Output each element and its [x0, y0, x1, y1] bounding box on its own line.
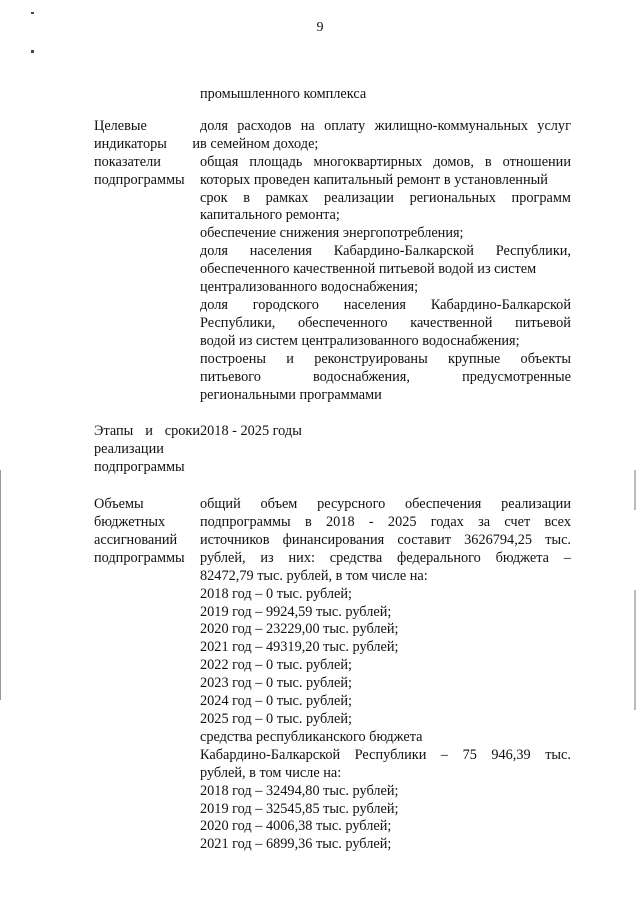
budget-line: 2019 год – 9924,59 тыс. рублей; [200, 603, 392, 620]
indicator-line: водой из систем централизованного водоснабжения; [200, 332, 520, 349]
indicator-line [200, 190, 571, 208]
budget-line: 2021 год – 6899,36 тыс. рублей; [200, 836, 392, 853]
indicator-line: обеспеченного качественной питьевой водой из систем [200, 261, 537, 278]
page-number: 9 [316, 20, 324, 35]
budget-line [200, 747, 571, 765]
word: Республики [354, 746, 427, 763]
word: рублей, [200, 549, 246, 566]
word: 2018 [326, 514, 355, 531]
word: оплату [324, 117, 366, 134]
empty-label-cell [94, 86, 200, 104]
word: программ [511, 189, 571, 206]
budget-label [94, 496, 200, 854]
word: срок [200, 189, 228, 206]
label-line: показатели [94, 153, 161, 170]
budget-value [200, 496, 571, 854]
budget-line: 2018 год – 0 тыс. рублей; [200, 585, 352, 602]
word: бюджета [495, 549, 549, 566]
indicator-line [200, 315, 571, 333]
indicator-line: региональными программами [200, 386, 382, 403]
budget-line: средства республиканского бюджета [200, 728, 423, 745]
word: обеспеченного [298, 314, 388, 331]
label-line: бюджетных [94, 514, 166, 531]
stages-label [94, 423, 200, 477]
word: 2025 [387, 514, 417, 531]
label-line: подпрограммы [94, 459, 185, 476]
budget-line [200, 550, 571, 568]
indicator-line [200, 154, 571, 172]
word: обеспечения [405, 496, 482, 513]
word: ресурсного [317, 496, 386, 513]
budget-line: 2020 год – 4006,38 тыс. рублей; [200, 818, 392, 835]
indicator-line: капитального ремонта; [200, 207, 340, 224]
word: населения [249, 243, 312, 260]
budget-line: 2019 год – 32545,85 тыс. рублей; [200, 800, 399, 817]
word: в [484, 153, 492, 170]
word: доля [200, 296, 228, 313]
indicator-line: обеспечение снижения энергопотребления; [200, 225, 464, 242]
word: реализации [324, 189, 394, 206]
row-gap [94, 104, 574, 118]
word: – [440, 746, 449, 763]
word: доля [200, 117, 228, 134]
word: 946,39 [491, 746, 531, 763]
word: тыс. [545, 746, 571, 763]
scan-right-edge [634, 470, 636, 510]
word: подпрограммы [200, 514, 291, 531]
word: региональных [409, 189, 496, 206]
stages-value-cell [200, 423, 571, 477]
indicators-label [94, 118, 200, 405]
row-gap [94, 404, 574, 423]
word: площадь [249, 153, 303, 170]
word: всех [544, 514, 571, 531]
budget-line: 2022 год – 0 тыс. рублей; [200, 657, 352, 674]
budget-line: 2021 год – 49319,20 тыс. рублей; [200, 639, 399, 656]
stages-value: 2018 - 2025 годы [200, 423, 302, 440]
budget-line: 2023 год – 0 тыс. рублей; [200, 675, 352, 692]
stages-row [94, 423, 574, 477]
word: Республики, [495, 243, 571, 260]
continuation-row [94, 86, 574, 104]
word: построены [200, 350, 266, 367]
continuation-cell [200, 86, 571, 104]
word: источников [200, 531, 270, 548]
word: питьевой [515, 314, 571, 331]
word: качественной [410, 314, 493, 331]
word: общий [200, 496, 241, 513]
label-word: индикаторы [94, 135, 167, 152]
word: расходов [237, 117, 292, 134]
word: - [368, 514, 374, 531]
word: годах [430, 514, 464, 531]
row-gap [94, 477, 574, 496]
word: Кабардино-Балкарской [333, 243, 474, 260]
indicator-line: которых проведен капитальный ремонт в установленный [200, 171, 548, 188]
indicator-line: централизованного водоснабжения; [200, 279, 419, 296]
word: Кабардино-Балкарской [430, 296, 571, 313]
label-word: Этапы [94, 423, 134, 440]
word: счет [504, 514, 531, 531]
budget-line [200, 532, 571, 550]
word: Республики, [200, 314, 276, 331]
label-line [94, 136, 200, 154]
word: за [478, 514, 491, 531]
word: федерального [397, 549, 481, 566]
word: доля [200, 243, 228, 260]
label-word: и [192, 135, 200, 152]
label-line: подпрограммы [94, 549, 185, 566]
word: питьевого [200, 368, 261, 385]
word: городского [252, 296, 319, 313]
indicator-line [200, 243, 571, 261]
word: в [243, 189, 250, 206]
word: общая [200, 153, 239, 170]
word: из [260, 549, 274, 566]
indicator-line: в семейном доходе; [200, 135, 319, 152]
word: многоквартирных [313, 153, 423, 170]
scan-right-edge [634, 590, 636, 710]
word: предусмотренные [462, 368, 571, 385]
word: средства [329, 549, 383, 566]
word: реконструированы [314, 350, 428, 367]
word: финансирования [282, 531, 385, 548]
label-line: Объемы [94, 496, 144, 513]
indicator-line [200, 369, 571, 387]
continuation-text: промышленного комплекса [200, 86, 367, 102]
budget-line: 2020 год – 23229,00 тыс. рублей; [200, 621, 399, 638]
word: жилищно-коммунальных [374, 117, 528, 134]
label-line: реализации [94, 441, 164, 458]
word: 75 [462, 746, 477, 763]
word: отношении [502, 153, 571, 170]
word: на [300, 117, 315, 134]
indicator-line [200, 297, 571, 315]
scan-speck [31, 12, 34, 14]
word: населения [343, 296, 406, 313]
indicators-value [200, 118, 571, 405]
word: объем [260, 496, 298, 513]
word: рамках [265, 189, 309, 206]
label-line [94, 423, 200, 441]
label-line: подпрограммы [94, 171, 185, 188]
budget-line [200, 514, 571, 532]
word: Кабардино-Балкарской [200, 746, 341, 763]
budget-line: 2018 год – 32494,80 тыс. рублей; [200, 782, 399, 799]
word: услуг [537, 117, 571, 134]
budget-line: 2024 год – 0 тыс. рублей; [200, 693, 352, 710]
word: объекты [520, 350, 571, 367]
word: домов, [433, 153, 474, 170]
label-word: и [145, 423, 153, 440]
scan-left-edge [0, 470, 1, 700]
label-line: ассигнований [94, 531, 178, 548]
word: составит [397, 531, 452, 548]
label-line: Целевые [94, 117, 147, 134]
scan-speck [31, 50, 34, 53]
budget-line: рублей, в том числе на: [200, 764, 342, 781]
budget-line [200, 496, 571, 514]
label-word: сроки [164, 423, 200, 440]
word: крупные [447, 350, 501, 367]
budget-line: 82472,79 тыс. рублей, в том числе на: [200, 567, 428, 584]
budget-line: 2025 год – 0 тыс. рублей; [200, 711, 352, 727]
word: – [563, 549, 571, 566]
budget-row [94, 496, 574, 854]
word: реализации [501, 496, 571, 513]
word: и [286, 350, 294, 367]
word: тыс. [545, 531, 571, 548]
passport-table [94, 86, 574, 854]
indicators-row [94, 118, 574, 405]
indicator-line [200, 351, 571, 369]
word: них: [288, 549, 315, 566]
word: 3626794,25 [464, 531, 533, 548]
indicator-line [200, 118, 571, 136]
word: водоснабжения, [313, 368, 410, 385]
word: в [304, 514, 312, 531]
